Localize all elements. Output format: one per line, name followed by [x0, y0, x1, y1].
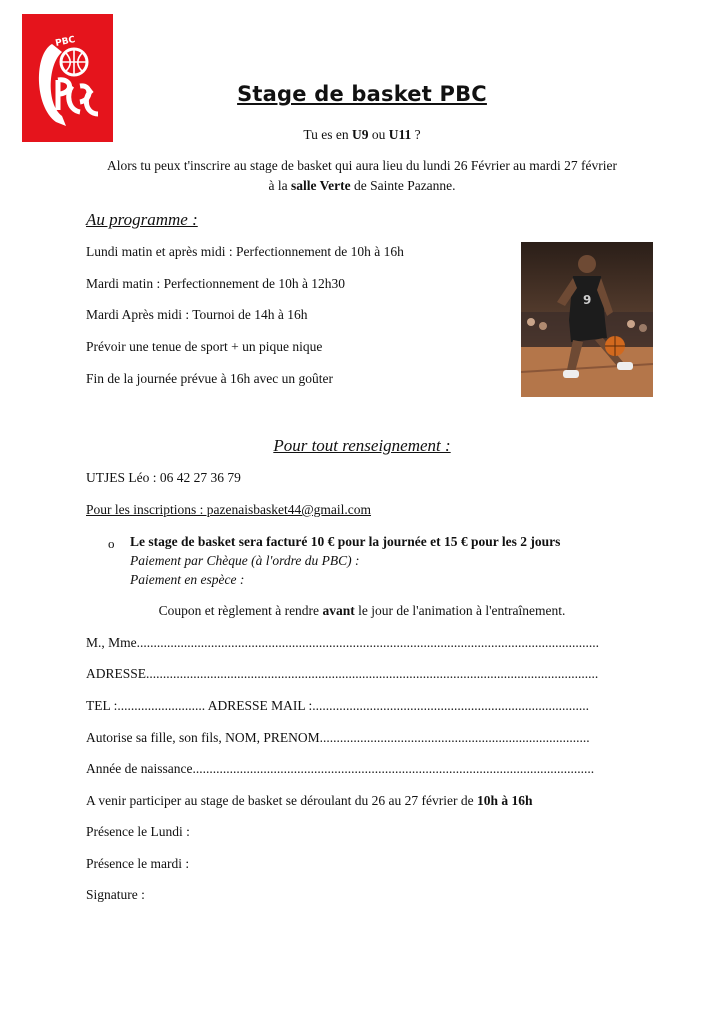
- subtitle: [0, 127, 724, 143]
- subtitle-text: ou: [368, 127, 389, 142]
- contact-heading: Pour tout renseignement :: [273, 436, 451, 455]
- payment-cheque: Paiement par Chèque (à l'ordre du PBC) :: [130, 553, 360, 568]
- logo-graphic: [22, 14, 113, 142]
- programme-item: Mardi Après midi : Tournoi de 14h à 16h: [86, 307, 308, 322]
- basketball-player-image: [521, 242, 653, 397]
- form-participation: [86, 793, 533, 809]
- programme-item: Lundi matin et après midi : Perfectionnement de 10h à 16h: [86, 244, 404, 259]
- player-photo: [521, 242, 653, 397]
- contact-email[interactable]: Pour les inscriptions : pazenaisbasket44@gmail.com: [86, 502, 372, 517]
- subtitle-text: ?: [411, 127, 421, 142]
- price-info: Le stage de basket sera facturé 10 € pour la journée et 15 € pour les 2 jours: [130, 534, 561, 549]
- form-tel-email-field: TEL :.......................... ADRESSE MAIL :..................................................................................: [86, 698, 590, 713]
- subtitle-u9: U9: [352, 127, 369, 142]
- participation-hours: 10h à 16h: [476, 793, 533, 808]
- form-authorize-field: Autorise sa fille, son fils, NOM, PRENOM................................................................................: [86, 730, 590, 745]
- form-monday-presence: Présence le Lundi :: [86, 824, 190, 839]
- intro-venue: salle Verte: [290, 178, 351, 193]
- programme-heading: Au programme :: [86, 210, 198, 229]
- club-logo: [22, 14, 113, 142]
- svg-text:PBC: PBC: [54, 34, 77, 49]
- intro-text: à la: [268, 178, 291, 193]
- coupon-text: Coupon et règlement à rendre: [158, 603, 323, 618]
- svg-text:9: 9: [583, 293, 592, 307]
- coupon-emphasis: avant: [322, 603, 355, 618]
- coupon-instructions: [0, 603, 724, 619]
- form-address-field: ADRESSE......................................................................................................................................: [86, 666, 599, 681]
- participation-text: A venir participer au stage de basket se déroulant du 26 au 27 février de: [86, 793, 477, 808]
- programme-item: Mardi matin : Perfectionnement de 10h à 12h30: [86, 276, 346, 291]
- intro-line-2: [0, 178, 724, 194]
- coupon-text: le jour de l'animation à l'entraînement.: [354, 603, 566, 618]
- intro-line-1: Alors tu peux t'inscrire au stage de basket qui aura lieu du lundi 26 Février au mardi 27 février: [106, 158, 618, 173]
- programme-item: Fin de la journée prévue à 16h avec un goûter: [86, 371, 334, 386]
- subtitle-text: Tu es en: [303, 127, 352, 142]
- bullet-marker: o: [108, 536, 115, 551]
- contact-phone: UTJES Léo : 06 42 27 36 79: [86, 470, 241, 485]
- intro-text: de Sainte Pazanne.: [350, 178, 456, 193]
- programme-item: Prévoir une tenue de sport + un pique nique: [86, 339, 323, 354]
- form-tuesday-presence: Présence le mardi :: [86, 856, 190, 871]
- form-name-field: M., Mme.........................................................................................................................................: [86, 635, 599, 650]
- subtitle-u11: U11: [388, 127, 412, 142]
- page-title: Stage de basket PBC: [237, 82, 487, 106]
- form-signature: Signature :: [86, 887, 145, 902]
- form-birth-field: Année de naissance.......................................................................................................................: [86, 761, 595, 776]
- payment-cash: Paiement en espèce :: [130, 572, 245, 587]
